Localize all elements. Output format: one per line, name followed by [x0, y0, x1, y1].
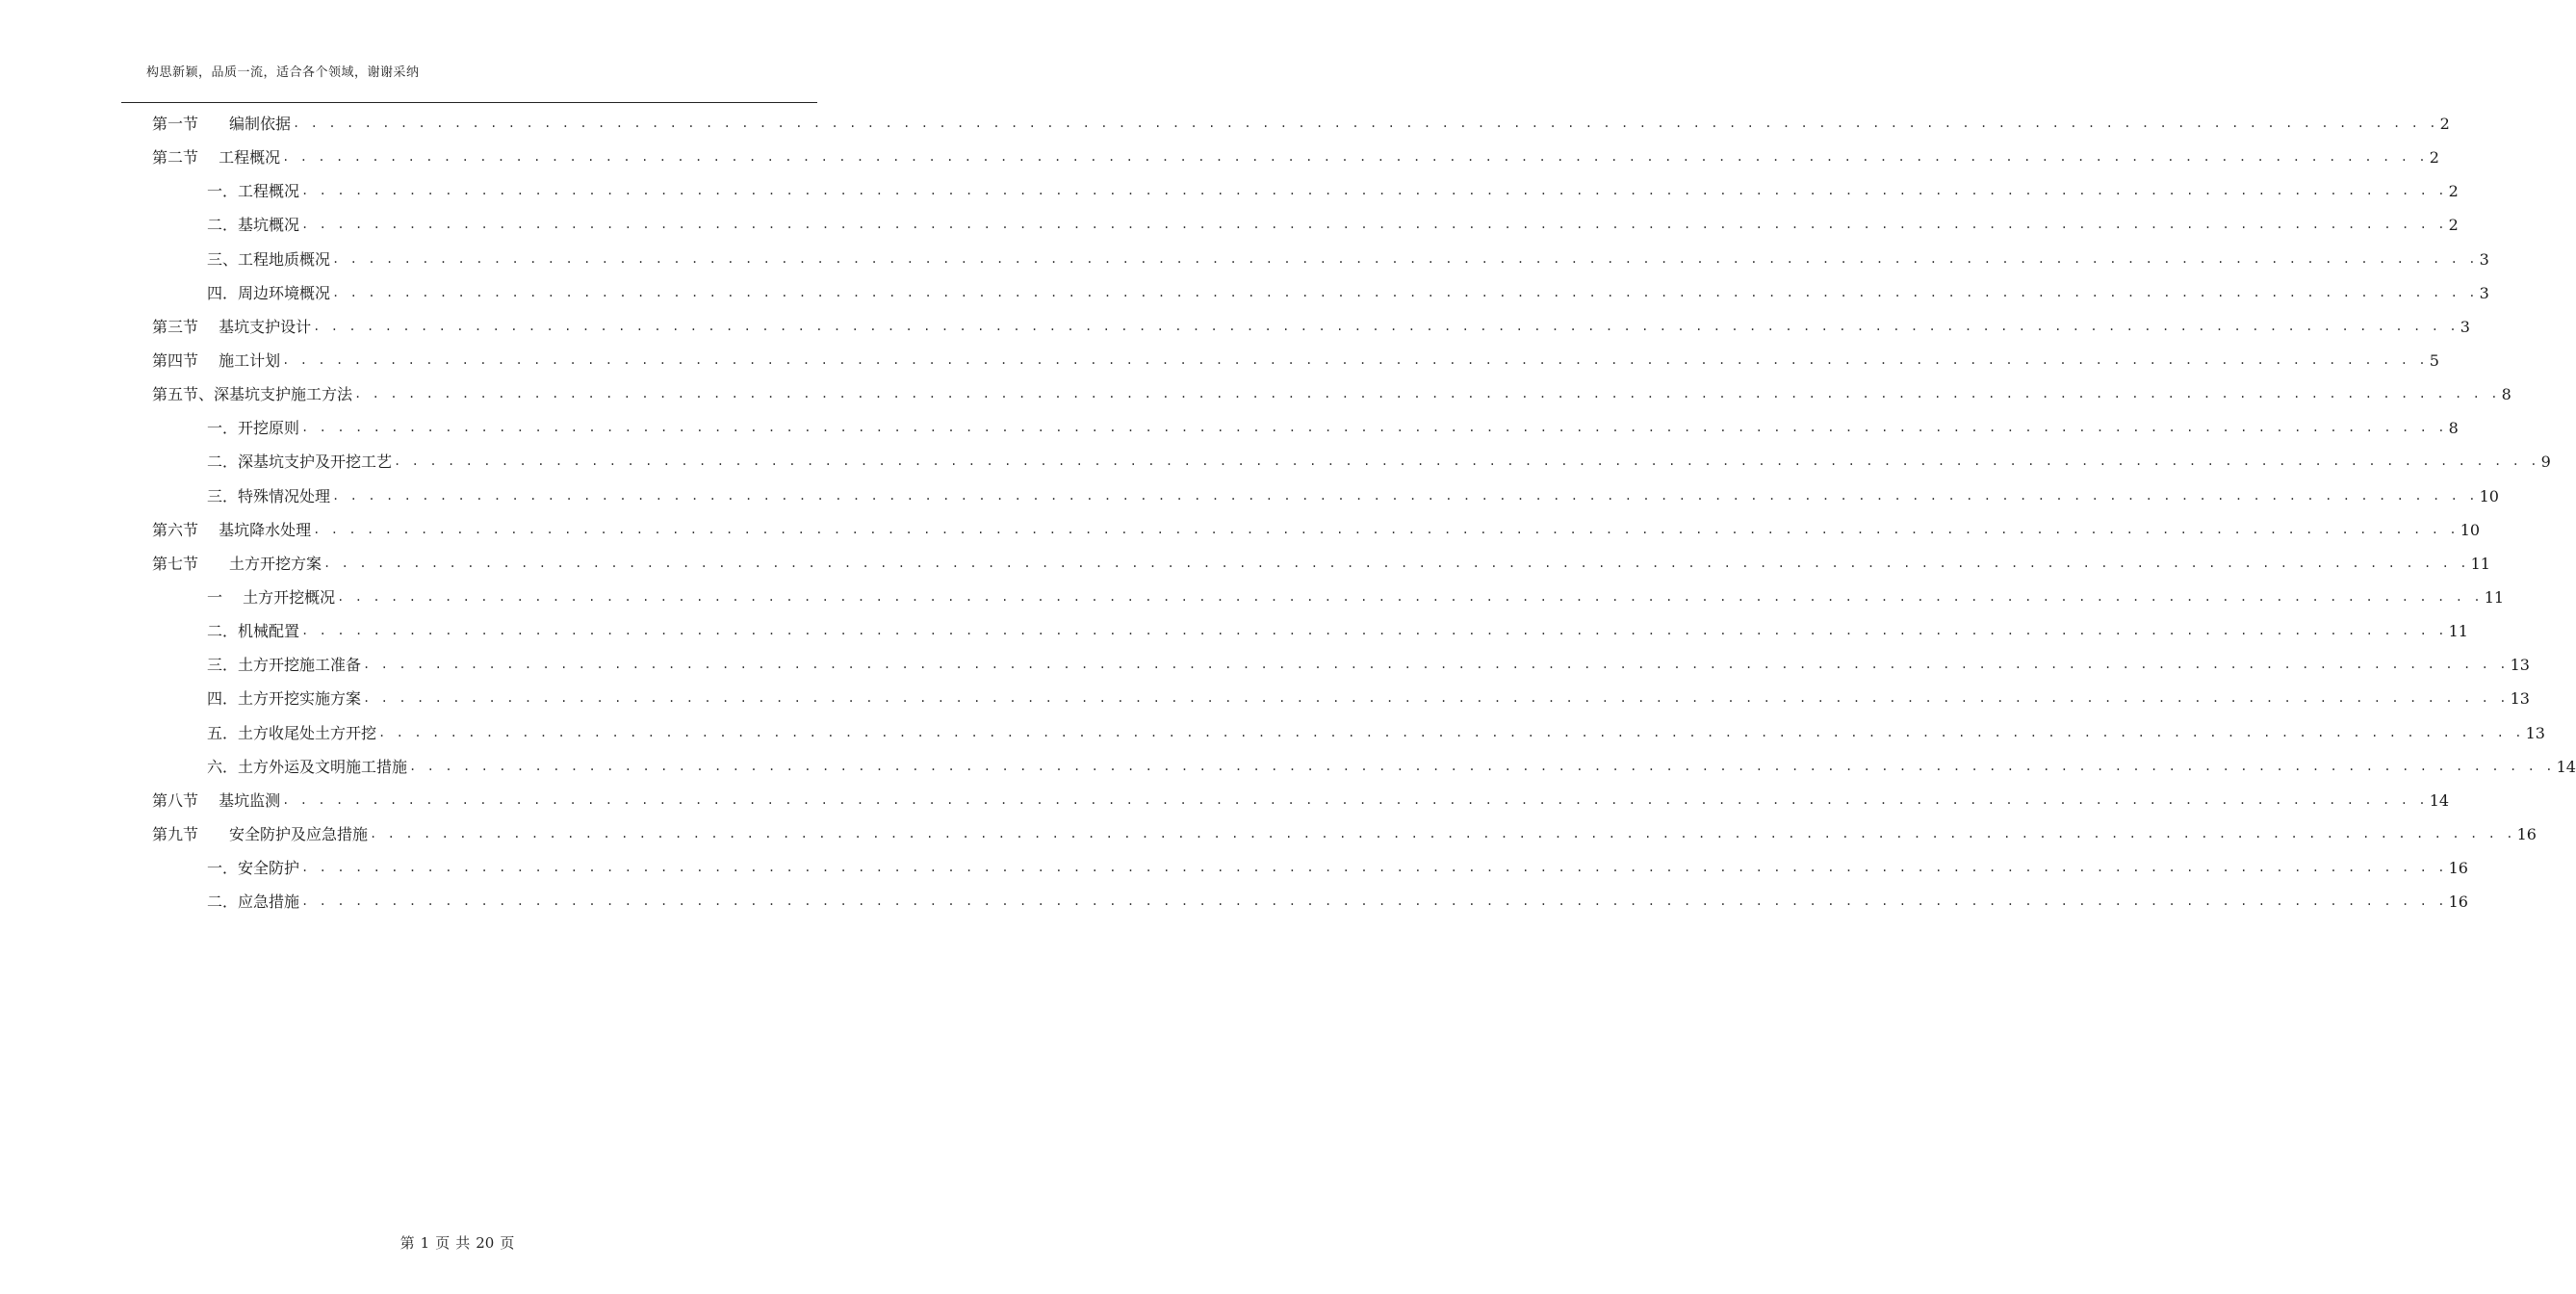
toc-entry-page-number: 3: [2479, 249, 2489, 269]
toc-entry-label: 二．应急措施: [207, 885, 301, 919]
toc-entry-label: 一．安全防护: [207, 851, 301, 885]
footer-page-word: 页: [435, 1234, 451, 1252]
toc-entry-page-number: 10: [2479, 486, 2499, 505]
toc-dot-leader: . . . . . . . . . . . . . . . . . . . . . . . . . . . . . . . . . . . . . . . . . . . . . . . . . . . . . . . . . . . . . . . . . . . . . . . . . . . . . . . . . . . . . . . . . . . . . . . . . . . . . . . . . . . . . . . . . . . . . . . .: [301, 861, 2447, 875]
toc-entry-page-number: 2: [2448, 216, 2459, 235]
toc-entry-page-number: 2: [2448, 182, 2459, 201]
toc-entry[interactable]: [0, 513, 2481, 547]
toc-entry-page-number: 13: [2525, 723, 2545, 742]
toc-entry[interactable]: [0, 750, 2576, 784]
toc-entry-page-number: 13: [2510, 656, 2530, 675]
toc-entry[interactable]: [0, 107, 2450, 141]
toc-entry[interactable]: [0, 310, 2470, 344]
toc-entry-label: 第七节 土方开挖方案: [152, 547, 323, 581]
toc-entry-page-number: 3: [2460, 317, 2470, 336]
toc-entry-page-number: 16: [2516, 825, 2537, 844]
header-divider: [121, 102, 817, 103]
toc-dot-leader: . . . . . . . . . . . . . . . . . . . . . . . . . . . . . . . . . . . . . . . . . . . . . . . . . . . . . . . . . . . . . . . . . . . . . . . . . . . . . . . . . . . . . . . . . . . . . . . . . . . . . . . . . . . . . . . . . . . . . . . .: [332, 285, 2478, 299]
toc-entry[interactable]: [0, 581, 2505, 614]
toc-entry-page-number: 3: [2479, 283, 2489, 302]
toc-entry-page-number: 16: [2448, 859, 2468, 878]
toc-entry[interactable]: [0, 479, 2499, 513]
toc-dot-leader: . . . . . . . . . . . . . . . . . . . . . . . . . . . . . . . . . . . . . . . . . . . . . . . . . . . . . . . . . . . . . . . . . . . . . . . . . . . . . . . . . . . . . . . . . . . . . . . . . . . . . . . . . . . . . . . . . . . . . . . .: [293, 116, 2438, 131]
toc-dot-leader: . . . . . . . . . . . . . . . . . . . . . . . . . . . . . . . . . . . . . . . . . . . . . . . . . . . . . . . . . . . . . . . . . . . . . . . . . . . . . . . . . . . . . . . . . . . . . . . . . . . . . . . . . . . . . . . . . . . . . . . .: [354, 387, 2500, 401]
toc-entry-label: 第四节 施工计划: [152, 344, 282, 377]
toc-entry-page-number: 14: [2556, 757, 2576, 776]
header-slogan: 构思新颖，品质一流，适合各个领域，谢谢采纳: [146, 65, 420, 80]
toc-entry-label: 四．周边环境概况: [207, 276, 332, 310]
toc-entry-label: 三．土方开挖施工准备: [207, 648, 363, 682]
toc-entry-label: 五．土方收尾处土方开挖: [207, 716, 378, 750]
toc-entry-label: 第三节 基坑支护设计: [152, 310, 313, 344]
toc-entry[interactable]: [0, 445, 2551, 479]
table-of-contents: [0, 107, 2576, 919]
toc-entry-page-number: 13: [2510, 689, 2530, 709]
toc-entry-page-number: 2: [2439, 115, 2450, 134]
toc-entry[interactable]: [0, 547, 2490, 581]
toc-dot-leader: . . . . . . . . . . . . . . . . . . . . . . . . . . . . . . . . . . . . . . . . . . . . . . . . . . . . . . . . . . . . . . . . . . . . . . . . . . . . . . . . . . . . . . . . . . . . . . . . . . . . . . . . . . . . . . . . . . . . . . . .: [301, 894, 2447, 909]
toc-entry[interactable]: [0, 208, 2459, 242]
toc-entry-label: 三、工程地质概况: [207, 243, 332, 276]
toc-entry-label: 六．土方外运及文明施工措施: [207, 750, 409, 784]
toc-entry[interactable]: [0, 716, 2545, 750]
toc-dot-leader: . . . . . . . . . . . . . . . . . . . . . . . . . . . . . . . . . . . . . . . . . . . . . . . . . . . . . . . . . . . . . . . . . . . . . . . . . . . . . . . . . . . . . . . . . . . . . . . . . . . . . . . . . . . . . . . . . . . . . . . .: [378, 725, 2524, 739]
toc-entry[interactable]: [0, 784, 2450, 817]
toc-entry[interactable]: [0, 276, 2489, 310]
toc-entry-label: 第八节 基坑监测: [152, 784, 282, 817]
toc-entry[interactable]: [0, 614, 2468, 648]
toc-dot-leader: . . . . . . . . . . . . . . . . . . . . . . . . . . . . . . . . . . . . . . . . . . . . . . . . . . . . . . . . . . . . . . . . . . . . . . . . . . . . . . . . . . . . . . . . . . . . . . . . . . . . . . . . . . . . . . . . . . . . . . . .: [313, 522, 2459, 536]
toc-dot-leader: . . . . . . . . . . . . . . . . . . . . . . . . . . . . . . . . . . . . . . . . . . . . . . . . . . . . . . . . . . . . . . . . . . . . . . . . . . . . . . . . . . . . . . . . . . . . . . . . . . . . . . . . . . . . . . . . . . . . . . . .: [363, 691, 2509, 706]
toc-dot-leader: . . . . . . . . . . . . . . . . . . . . . . . . . . . . . . . . . . . . . . . . . . . . . . . . . . . . . . . . . . . . . . . . . . . . . . . . . . . . . . . . . . . . . . . . . . . . . . . . . . . . . . . . . . . . . . . . . . . . . . . .: [301, 184, 2447, 198]
toc-entry[interactable]: [0, 885, 2468, 919]
toc-entry-page-number: 5: [2429, 351, 2439, 371]
toc-entry-page-number: 8: [2448, 419, 2459, 438]
footer-prefix: 第: [399, 1234, 415, 1252]
toc-entry-label: 一．开挖原则: [207, 411, 301, 445]
toc-entry-label: 一 土方开挖概况: [207, 581, 337, 614]
toc-dot-leader: . . . . . . . . . . . . . . . . . . . . . . . . . . . . . . . . . . . . . . . . . . . . . . . . . . . . . . . . . . . . . . . . . . . . . . . . . . . . . . . . . . . . . . . . . . . . . . . . . . . . . . . . . . . . . . . . . . . . . . . .: [323, 556, 2469, 570]
toc-entry-label: 第九节 安全防护及应急措施: [152, 817, 370, 851]
toc-entry[interactable]: [0, 682, 2530, 715]
toc-dot-leader: . . . . . . . . . . . . . . . . . . . . . . . . . . . . . . . . . . . . . . . . . . . . . . . . . . . . . . . . . . . . . . . . . . . . . . . . . . . . . . . . . . . . . . . . . . . . . . . . . . . . . . . . . . . . . . . . . . . . . . . .: [282, 150, 2428, 165]
toc-entry[interactable]: [0, 648, 2530, 682]
footer-current-page: 1: [420, 1234, 430, 1252]
toc-entry-label: 二．深基坑支护及开挖工艺: [207, 445, 394, 479]
footer-total-pages: 20: [476, 1234, 495, 1252]
toc-entry-page-number: 9: [2540, 453, 2551, 472]
toc-entry[interactable]: [0, 377, 2512, 411]
toc-dot-leader: . . . . . . . . . . . . . . . . . . . . . . . . . . . . . . . . . . . . . . . . . . . . . . . . . . . . . . . . . . . . . . . . . . . . . . . . . . . . . . . . . . . . . . . . . . . . . . . . . . . . . . . . . . . . . . . . . . . . . . . .: [337, 590, 2483, 605]
toc-entry[interactable]: [0, 851, 2468, 885]
toc-dot-leader: . . . . . . . . . . . . . . . . . . . . . . . . . . . . . . . . . . . . . . . . . . . . . . . . . . . . . . . . . . . . . . . . . . . . . . . . . . . . . . . . . . . . . . . . . . . . . . . . . . . . . . . . . . . . . . . . . . . . . . . .: [301, 624, 2447, 638]
toc-dot-leader: . . . . . . . . . . . . . . . . . . . . . . . . . . . . . . . . . . . . . . . . . . . . . . . . . . . . . . . . . . . . . . . . . . . . . . . . . . . . . . . . . . . . . . . . . . . . . . . . . . . . . . . . . . . . . . . . . . . . . . . .: [363, 658, 2509, 672]
toc-entry-page-number: 8: [2501, 385, 2512, 404]
toc-entry-page-number: 14: [2429, 790, 2450, 810]
toc-dot-leader: . . . . . . . . . . . . . . . . . . . . . . . . . . . . . . . . . . . . . . . . . . . . . . . . . . . . . . . . . . . . . . . . . . . . . . . . . . . . . . . . . . . . . . . . . . . . . . . . . . . . . . . . . . . . . . . . . . . . . . . .: [313, 319, 2459, 333]
footer-total-word: 共: [455, 1234, 471, 1252]
toc-dot-leader: . . . . . . . . . . . . . . . . . . . . . . . . . . . . . . . . . . . . . . . . . . . . . . . . . . . . . . . . . . . . . . . . . . . . . . . . . . . . . . . . . . . . . . . . . . . . . . . . . . . . . . . . . . . . . . . . . . . . . . . .: [332, 251, 2478, 266]
toc-entry-page-number: 16: [2448, 893, 2468, 912]
toc-dot-leader: . . . . . . . . . . . . . . . . . . . . . . . . . . . . . . . . . . . . . . . . . . . . . . . . . . . . . . . . . . . . . . . . . . . . . . . . . . . . . . . . . . . . . . . . . . . . . . . . . . . . . . . . . . . . . . . . . . . . . . . .: [409, 759, 2555, 773]
toc-entry-label: 二．机械配置: [207, 614, 301, 648]
toc-entry[interactable]: [0, 411, 2459, 445]
toc-entry[interactable]: [0, 243, 2489, 276]
toc-entry-label: 二．基坑概况: [207, 208, 301, 242]
toc-entry[interactable]: [0, 174, 2459, 208]
toc-entry-label: 三．特殊情况处理: [207, 479, 332, 513]
toc-dot-leader: . . . . . . . . . . . . . . . . . . . . . . . . . . . . . . . . . . . . . . . . . . . . . . . . . . . . . . . . . . . . . . . . . . . . . . . . . . . . . . . . . . . . . . . . . . . . . . . . . . . . . . . . . . . . . . . . . . . . . . . .: [332, 488, 2478, 503]
toc-entry-page-number: 10: [2460, 520, 2481, 539]
toc-entry-label: 第二节 工程概况: [152, 141, 282, 174]
toc-entry-page-number: 2: [2429, 148, 2439, 168]
toc-entry[interactable]: [0, 817, 2537, 851]
toc-entry-page-number: 11: [2470, 554, 2490, 573]
toc-dot-leader: . . . . . . . . . . . . . . . . . . . . . . . . . . . . . . . . . . . . . . . . . . . . . . . . . . . . . . . . . . . . . . . . . . . . . . . . . . . . . . . . . . . . . . . . . . . . . . . . . . . . . . . . . . . . . . . . . . . . . . . .: [282, 353, 2428, 368]
toc-entry-label: 第一节 编制依据: [152, 107, 293, 141]
toc-dot-leader: . . . . . . . . . . . . . . . . . . . . . . . . . . . . . . . . . . . . . . . . . . . . . . . . . . . . . . . . . . . . . . . . . . . . . . . . . . . . . . . . . . . . . . . . . . . . . . . . . . . . . . . . . . . . . . . . . . . . . . . .: [370, 827, 2515, 841]
toc-entry-label: 四．土方开挖实施方案: [207, 682, 363, 715]
toc-entry-page-number: 11: [2448, 622, 2468, 641]
page-footer: [0, 1232, 914, 1253]
toc-entry[interactable]: [0, 344, 2439, 377]
toc-entry-label: 第五节、深基坑支护施工方法: [152, 377, 354, 411]
toc-dot-leader: . . . . . . . . . . . . . . . . . . . . . . . . . . . . . . . . . . . . . . . . . . . . . . . . . . . . . . . . . . . . . . . . . . . . . . . . . . . . . . . . . . . . . . . . . . . . . . . . . . . . . . . . . . . . . . . . . . . . . . . .: [282, 792, 2428, 807]
footer-suffix: 页: [500, 1234, 515, 1252]
toc-dot-leader: . . . . . . . . . . . . . . . . . . . . . . . . . . . . . . . . . . . . . . . . . . . . . . . . . . . . . . . . . . . . . . . . . . . . . . . . . . . . . . . . . . . . . . . . . . . . . . . . . . . . . . . . . . . . . . . . . . . . . . . .: [301, 218, 2447, 232]
toc-entry[interactable]: [0, 141, 2439, 174]
toc-dot-leader: . . . . . . . . . . . . . . . . . . . . . . . . . . . . . . . . . . . . . . . . . . . . . . . . . . . . . . . . . . . . . . . . . . . . . . . . . . . . . . . . . . . . . . . . . . . . . . . . . . . . . . . . . . . . . . . . . . . . . . . .: [301, 421, 2447, 435]
toc-entry-page-number: 11: [2484, 588, 2505, 608]
toc-dot-leader: . . . . . . . . . . . . . . . . . . . . . . . . . . . . . . . . . . . . . . . . . . . . . . . . . . . . . . . . . . . . . . . . . . . . . . . . . . . . . . . . . . . . . . . . . . . . . . . . . . . . . . . . . . . . . . . . . . . . . . . .: [394, 454, 2539, 469]
toc-entry-label: 一．工程概况: [207, 174, 301, 208]
toc-entry-label: 第六节 基坑降水处理: [152, 513, 313, 547]
